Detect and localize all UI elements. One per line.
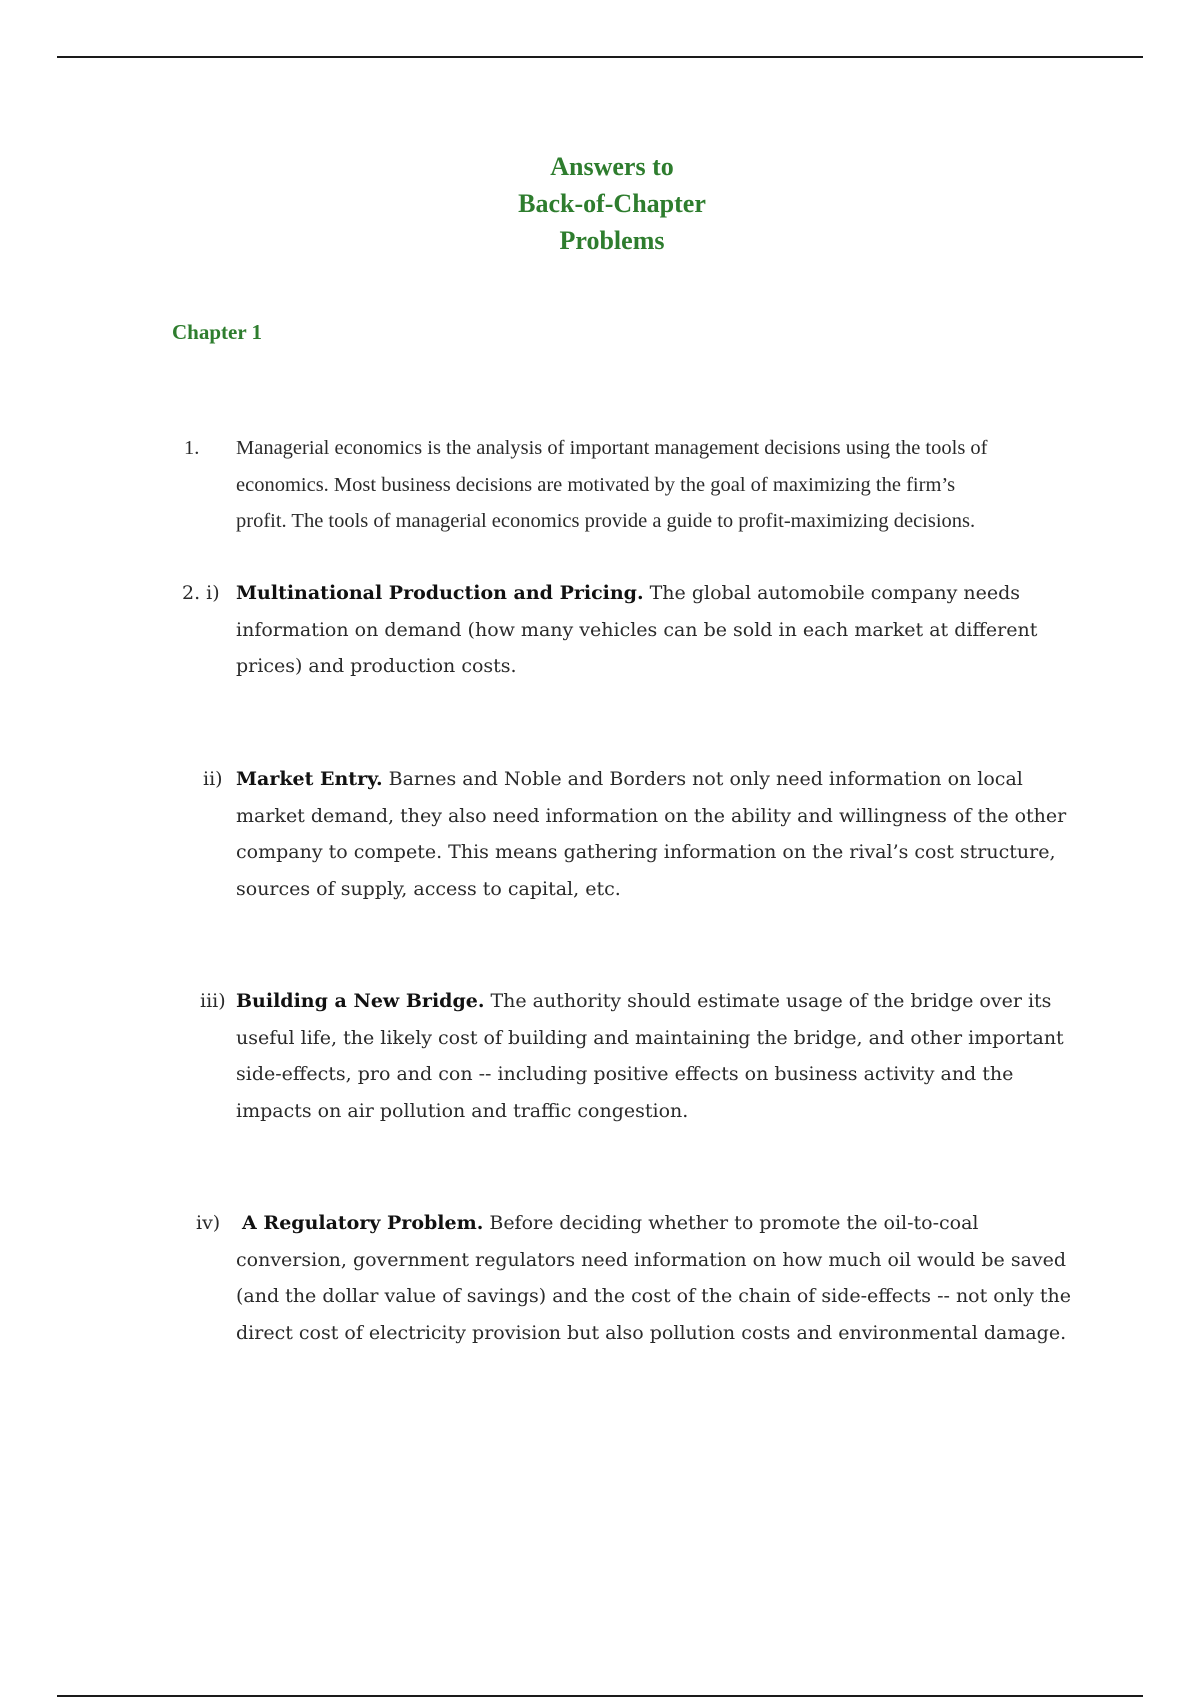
chapter-heading: Chapter 1: [172, 320, 263, 344]
answer-line: company to compete. This means gathering information on the rival’s cost structure,: [236, 841, 1056, 863]
answer-line: side-effects, pro and con -- including positive effects on business activity and the: [236, 1063, 1014, 1085]
answer-marker: iv): [196, 1212, 221, 1234]
answer-first-line: [236, 983, 1056, 1020]
title-line-2: Back-of-Chapter: [518, 189, 706, 218]
answer-marker: ii): [203, 768, 223, 790]
answer-line: market demand, they also need information on the ability and willingness of the other: [236, 804, 1067, 827]
answer-line: The global automobile company needs: [643, 582, 1021, 604]
answer-line: impacts on air pollution and traffic congestion.: [236, 1099, 689, 1122]
answer-line: prices) and production costs.: [236, 655, 517, 677]
page-title: [400, 148, 824, 259]
answer-line: economics. Most business decisions are motivated by the goal of maximizing the firm’s: [236, 473, 956, 496]
answer-line: conversion, government regulators need information on how much oil would be saved: [236, 1248, 1067, 1271]
answer-line: information on demand (how many vehicles can be sold in each market at different: [236, 618, 1038, 641]
top-rule: [57, 56, 1143, 58]
answer-2-i: [182, 575, 1056, 685]
answer-heading: Market Entry.: [236, 768, 383, 790]
answer-line: Managerial economics is the analysis of important management decisions using the tools of: [236, 437, 988, 459]
answer-marker: 1.: [184, 437, 200, 459]
answer-line: The authority should estimate usage of the bridge over its: [484, 990, 1052, 1012]
answer-first-line: [236, 761, 1056, 798]
bottom-rule: [57, 1695, 1143, 1697]
answer-first-line: [236, 1205, 1056, 1242]
answer-line: useful life, the likely cost of building and maintaining the bridge, and other important: [236, 1026, 1064, 1049]
answer-heading: Multinational Production and Pricing.: [236, 582, 644, 604]
answer-line: (and the dollar value of savings) and the cost of the chain of side-effects -- not only the: [236, 1285, 1071, 1307]
answer-line: direct cost of electricity provision but also pollution costs and environmental damage.: [236, 1321, 1067, 1344]
answer-marker: iii): [200, 990, 226, 1012]
answer-line: Barnes and Noble and Borders not only need information on local: [382, 768, 1023, 790]
answer-line: profit. The tools of managerial economics provide a guide to profit-maximizing decisions.: [236, 510, 976, 532]
answer-1: [184, 430, 1056, 540]
answer-line: sources of supply, access to capital, etc.: [236, 877, 621, 900]
answer-2-iii: [200, 983, 1064, 1129]
answer-heading: A Regulatory Problem.: [242, 1212, 484, 1234]
title-line-1: Answers to: [550, 152, 674, 181]
answer-marker: 2. i): [182, 582, 220, 604]
title-line-3: Problems: [559, 226, 665, 255]
answer-first-line: [236, 575, 1056, 612]
answer-heading: Building a New Bridge.: [236, 990, 485, 1012]
answer-2-ii: [203, 761, 1067, 907]
answer-line: Before deciding whether to promote the oil-to-coal: [483, 1212, 979, 1234]
answer-2-iv: [196, 1205, 1071, 1351]
